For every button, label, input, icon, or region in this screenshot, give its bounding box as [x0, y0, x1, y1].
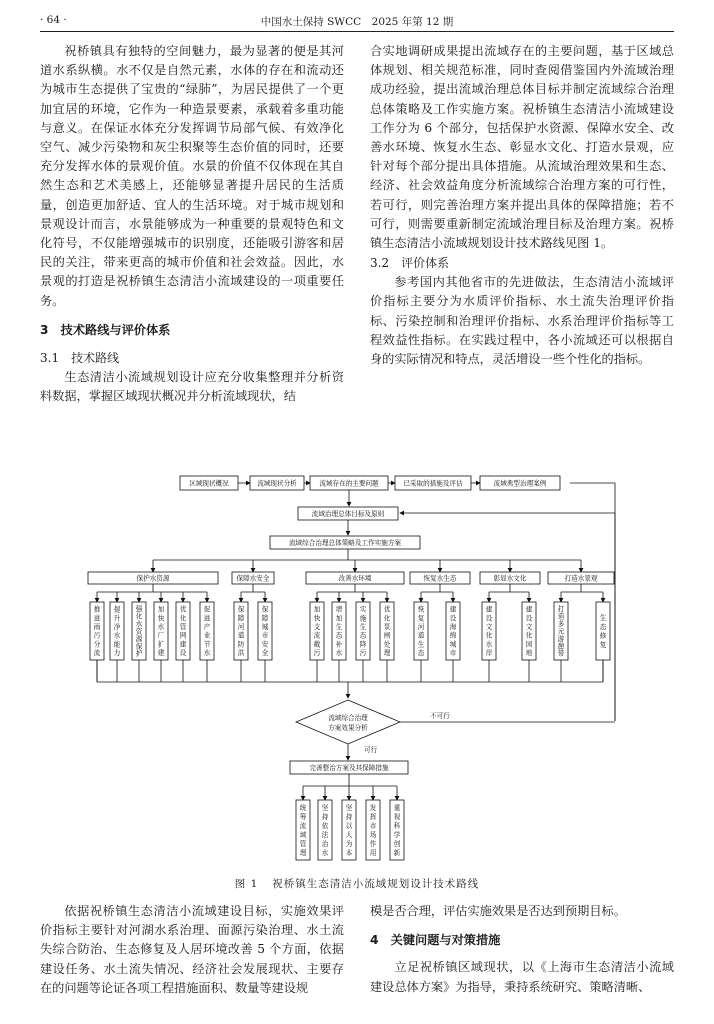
measure-char: 安: [261, 640, 269, 649]
measure-char: 多: [557, 619, 565, 628]
figure-caption: [40, 876, 674, 891]
measure-char: 分: [93, 640, 101, 649]
guarantee-char: 理: [299, 848, 307, 857]
guarantee-char: 依: [321, 821, 329, 830]
measure-char: 快: [313, 614, 321, 623]
measure-char: 生: [599, 613, 607, 622]
guarantee-char: 新: [393, 848, 401, 857]
guarantee-char: 法: [321, 830, 329, 839]
subsection-heading: [370, 253, 674, 273]
measure-char: 设: [525, 614, 533, 623]
top-step-label: 已采取的措施及评估: [403, 479, 463, 488]
measure-char: 文: [485, 623, 493, 632]
measure-char: 修: [599, 631, 607, 640]
measure-char: 施: [359, 614, 367, 623]
guarantee-char: 场: [369, 830, 377, 839]
paragraph: 祝桥镇具有独特的空间魅力，最为显著的便是其河道水系纵横。水不仅是自然元素，水体的存在和流动还为城市生态提供了宝贵的“绿肺”，为居民提供了一个更加宜居的环境，它作为一种造景要素，承载着多重功能与意义。在保证水体充分发挥调节局部气候、有效净化空气、减少污染物和灰尘积聚等生态价值的同时，还要充分发挥水体的景观价值。水景的价值不仅体现在其自然生态和艺术美感上，还能够显著提升居民的生活质量，创造更加舒适、宜人的生活环境。对于城市规划和景观设计而言，水景能够成为一种重要的景观特色和文化符号，不仅能增强城市的识别度，还能吸引游客和居民的关注，带来更高的城市价值和社会效益。因此，水景观的打造是祝桥镇生态清洁小流域建设的一项重要任务。: [40, 44, 344, 308]
measure-char: 生: [359, 623, 367, 632]
figure-number: 图 1: [234, 878, 259, 890]
journal-title: 中国水土保持 SWCC 2025 年第 12 期: [260, 16, 454, 28]
measure-char: 水: [485, 640, 493, 649]
measure-char: 截: [313, 640, 321, 649]
guarantee-char: 市: [369, 821, 377, 830]
evaluation-diamond: [296, 700, 400, 744]
subsection-title: 评价体系: [401, 256, 450, 271]
paragraph: 合实地调研成果提出流域存在的主要问题，基于区域总体规划、相关规范标准，同时查阅借鉴国内外流域治理成功经验，提出流域治理总体目标并制定流域综合治理总体策略及工作实施方案。祝桥镇生态清洁小流域建设工作分为 6 个部分，包括保护水资源、保障水安全、改善水环境、恢复水生态、彰显水文化、打造水景观，应针对每个部分提出具体措施。从流域治理效果和生态、经济、社会效益角度分析流域综合治理方案的可行性，若可行，则完善治理方案并提出具体的保障措施；若不可行，则需要重新制定流域治理目标及治理方案。祝桥镇生态清洁小流域规划设计技术路线见图 1。: [370, 44, 674, 251]
measure-char: 生: [417, 640, 425, 649]
measure-char: 建: [449, 605, 457, 614]
measure-char: 化: [383, 614, 391, 623]
final-plan-label: 完善整治方案及其保障措施: [309, 763, 389, 772]
guarantee-char: 学: [393, 830, 401, 839]
measure-char: 保: [261, 605, 269, 614]
evaluation-label: 流域综合治理: [328, 714, 368, 722]
measure-char: 道: [237, 631, 245, 640]
top-step-label: 流域典型治理案例: [493, 479, 547, 488]
guarantee-char: 视: [393, 812, 401, 821]
measure-char: 防: [237, 640, 245, 649]
measure-char: 加: [335, 614, 343, 623]
measure-char: 憩: [557, 642, 565, 651]
measure-char: 建: [179, 640, 187, 649]
measure-char: 闸: [383, 631, 391, 640]
measure-char: 道: [417, 631, 425, 640]
measure-char: 态: [335, 631, 343, 640]
guarantee-char: 坚: [345, 803, 353, 812]
subsection-heading: [40, 348, 344, 368]
measure-char: 进: [93, 614, 101, 623]
measure-char: 进: [203, 614, 211, 623]
measure-char: 净: [113, 623, 121, 632]
page-number: · 64 ·: [40, 14, 67, 26]
measure-char: 保: [237, 605, 245, 614]
measure-char: 流: [93, 649, 101, 658]
measure-char: 网: [179, 631, 187, 640]
guarantee-char: 人: [345, 830, 353, 839]
measure-char: 打: [557, 605, 565, 614]
measure-char: 态: [599, 622, 607, 631]
measure-char: 污: [313, 649, 321, 658]
not-feasible-label: 不可行: [430, 712, 450, 720]
technical-route-diagram: [70, 466, 670, 876]
section-heading: 4 关键问题与对策措施: [370, 933, 501, 948]
guarantee-char: 作: [369, 839, 377, 848]
measure-char: 设: [179, 649, 187, 658]
measure-char: 市: [261, 631, 269, 640]
measure-char: 业: [203, 631, 211, 640]
category-label: 改善水环境: [338, 574, 372, 583]
measure-char: 园: [525, 640, 533, 649]
guarantee-char: 创: [393, 839, 401, 848]
measure-char: 复: [599, 640, 607, 649]
measure-char: 洪: [237, 649, 245, 658]
measure-char: 降: [359, 640, 367, 649]
bottom-right-column: [370, 902, 674, 997]
measure-char: 实: [359, 605, 367, 614]
page-header: [40, 10, 674, 32]
measure-char: 游: [557, 634, 565, 643]
measure-char: 水: [157, 623, 165, 632]
guarantee-char: 发: [369, 803, 377, 812]
measure-char: 保: [135, 642, 143, 651]
top-step-label: 区域现状概况: [189, 479, 229, 488]
paragraph: 立足祝桥镇区域现状，以《上海市生态清洁小流域建设总体方案》为指导，秉持系统研究、策略清晰、: [370, 960, 674, 994]
measure-char: 加: [313, 605, 321, 614]
measure-char: 优: [383, 605, 391, 614]
guarantee-char: 重: [393, 803, 401, 812]
guarantee-char: 挥: [369, 812, 377, 821]
guarantee-char: 域: [299, 830, 307, 839]
measure-char: 支: [313, 623, 321, 632]
measure-char: 城: [449, 640, 457, 649]
guarantee-char: 治: [321, 839, 329, 848]
measure-char: 障: [237, 614, 245, 623]
section-heading: 3 技术路线与评价体系: [40, 322, 171, 337]
subsection-title: 技术路线: [71, 351, 120, 366]
measure-char: 设: [449, 614, 457, 623]
guarantee-char: 筹: [299, 812, 307, 821]
measure-char: 厂: [157, 631, 165, 640]
measure-char: 化: [135, 612, 143, 621]
measure-char: 元: [557, 627, 565, 636]
category-label: 彰显水文化: [493, 574, 527, 583]
measure-char: 建: [525, 605, 533, 614]
measure-char: 河: [417, 623, 425, 632]
measure-char: 态: [417, 649, 425, 658]
measure-char: 设: [485, 614, 493, 623]
measure-char: 造: [557, 612, 565, 621]
measure-char: 带: [557, 649, 565, 658]
measure-char: 化: [179, 614, 187, 623]
measure-char: 水: [335, 649, 343, 658]
paragraph: 生态清洁小流域规划设计应充分收集整理并分析资料数据，掌握区域现状概况并分析流域现状，结: [40, 370, 344, 404]
guarantee-char: 科: [393, 821, 401, 830]
measure-char: 水: [203, 649, 211, 658]
strategy-label: 流域综合治理总体策略及工作实施方案: [288, 538, 402, 547]
subsection-number: 3.2: [370, 256, 390, 271]
measure-char: 水: [135, 619, 143, 628]
measure-char: 强: [135, 605, 143, 614]
guarantee-char: 坚: [321, 803, 329, 812]
paragraph: 模是否合理，评估实施效果是否达到预期目标。: [370, 904, 626, 918]
measure-char: 快: [157, 614, 165, 623]
category-label: 恢复水生态: [423, 574, 457, 583]
measure-char: 处: [383, 640, 391, 649]
guarantee-char: 用: [369, 848, 377, 857]
measure-char: 优: [179, 605, 187, 614]
measure-char: 护: [135, 649, 143, 658]
measure-char: 加: [157, 605, 165, 614]
feasible-label: 可行: [364, 746, 378, 754]
measure-char: 流: [313, 631, 321, 640]
measure-char: 升: [113, 614, 121, 623]
measure-char: 全: [261, 649, 269, 658]
paragraph: 参考国内其他省市的先进做法，生态清洁小流域评价指标主要分为水质评价指标、水土流失治理评价指标、污染控制和治理评价指标、水系治理评价指标等工程效益性指标。在实践过程中，各小流域还可以根据自身的实际情况和特点，灵活增设一些个性化的指标。: [370, 275, 674, 367]
measure-char: 理: [383, 649, 391, 658]
top-step-label: 流域现状分析: [257, 479, 297, 488]
measure-char: 岸: [485, 649, 493, 658]
measure-char: 扩: [157, 640, 165, 649]
bottom-left-column: [40, 902, 344, 998]
measure-char: 资: [135, 627, 143, 636]
measure-char: 管: [179, 623, 187, 632]
measure-char: 障: [261, 614, 269, 623]
measure-char: 推: [93, 605, 101, 614]
top-step-label: 流域存在的主要问题: [319, 479, 379, 488]
measure-char: 源: [135, 634, 143, 643]
measure-char: 污: [93, 631, 101, 640]
figure-title: 祝桥镇生态清洁小流域规划设计技术路线: [272, 878, 480, 890]
measure-char: 产: [203, 623, 211, 632]
measure-char: 促: [203, 605, 211, 614]
right-column: [370, 42, 674, 369]
measure-char: 增: [335, 605, 343, 614]
measure-char: 复: [417, 614, 425, 623]
measure-char: 泵: [383, 623, 391, 632]
measure-char: 市: [449, 649, 457, 658]
measure-char: 能: [113, 640, 121, 649]
measure-char: 化: [525, 631, 533, 640]
guarantee-char: 为: [345, 839, 353, 848]
measure-char: 城: [261, 623, 269, 632]
left-column: [40, 42, 344, 406]
measure-char: 雨: [93, 623, 101, 632]
measure-char: 补: [335, 640, 343, 649]
subsection-number: 3.1: [40, 351, 60, 366]
guarantee-char: 流: [299, 821, 307, 830]
guarantee-char: 持: [345, 812, 353, 821]
evaluation-label: 方案效果分析: [328, 724, 368, 732]
guarantee-char: 统: [299, 803, 307, 812]
guarantee-char: 本: [345, 848, 353, 857]
measure-char: 水: [113, 631, 121, 640]
paragraph: 依据祝桥镇生态清洁小流域建设目标，实施效果评价指标主要针对河湖水系治理、面源污染治理、水土流失综合防治、生态修复及人居环境改善 5 个方面，依据建设任务、水土流失情况、经济社会发展现状、主要存在的问题等论证各项工程措施面积、数量等建设规: [40, 904, 344, 995]
category-label: 打造水景观: [564, 574, 598, 583]
category-label: 保障水安全: [236, 574, 270, 583]
measure-char: 建: [157, 649, 165, 658]
guarantee-char: 水: [321, 848, 329, 857]
guarantee-char: 管: [299, 839, 307, 848]
measure-char: 建: [485, 605, 493, 614]
measure-char: 海: [449, 623, 457, 632]
diagram-svg: [70, 466, 670, 876]
measure-char: 文: [525, 623, 533, 632]
measure-char: 化: [485, 631, 493, 640]
measure-char: 节: [203, 640, 211, 649]
measure-char: 地: [525, 649, 533, 658]
measure-char: 提: [113, 605, 121, 614]
measure-char: 力: [113, 649, 121, 658]
goal-label: 流域治理总体目标及原则: [311, 509, 385, 518]
category-label: 保护水资源: [136, 574, 170, 583]
measure-char: 恢: [417, 605, 425, 614]
guarantee-char: 持: [321, 812, 329, 821]
measure-char: 态: [359, 631, 367, 640]
measure-char: 河: [237, 623, 245, 632]
measure-char: 生: [335, 623, 343, 632]
measure-char: 绵: [449, 631, 457, 640]
guarantee-char: 以: [345, 821, 353, 830]
measure-char: 污: [359, 649, 367, 658]
